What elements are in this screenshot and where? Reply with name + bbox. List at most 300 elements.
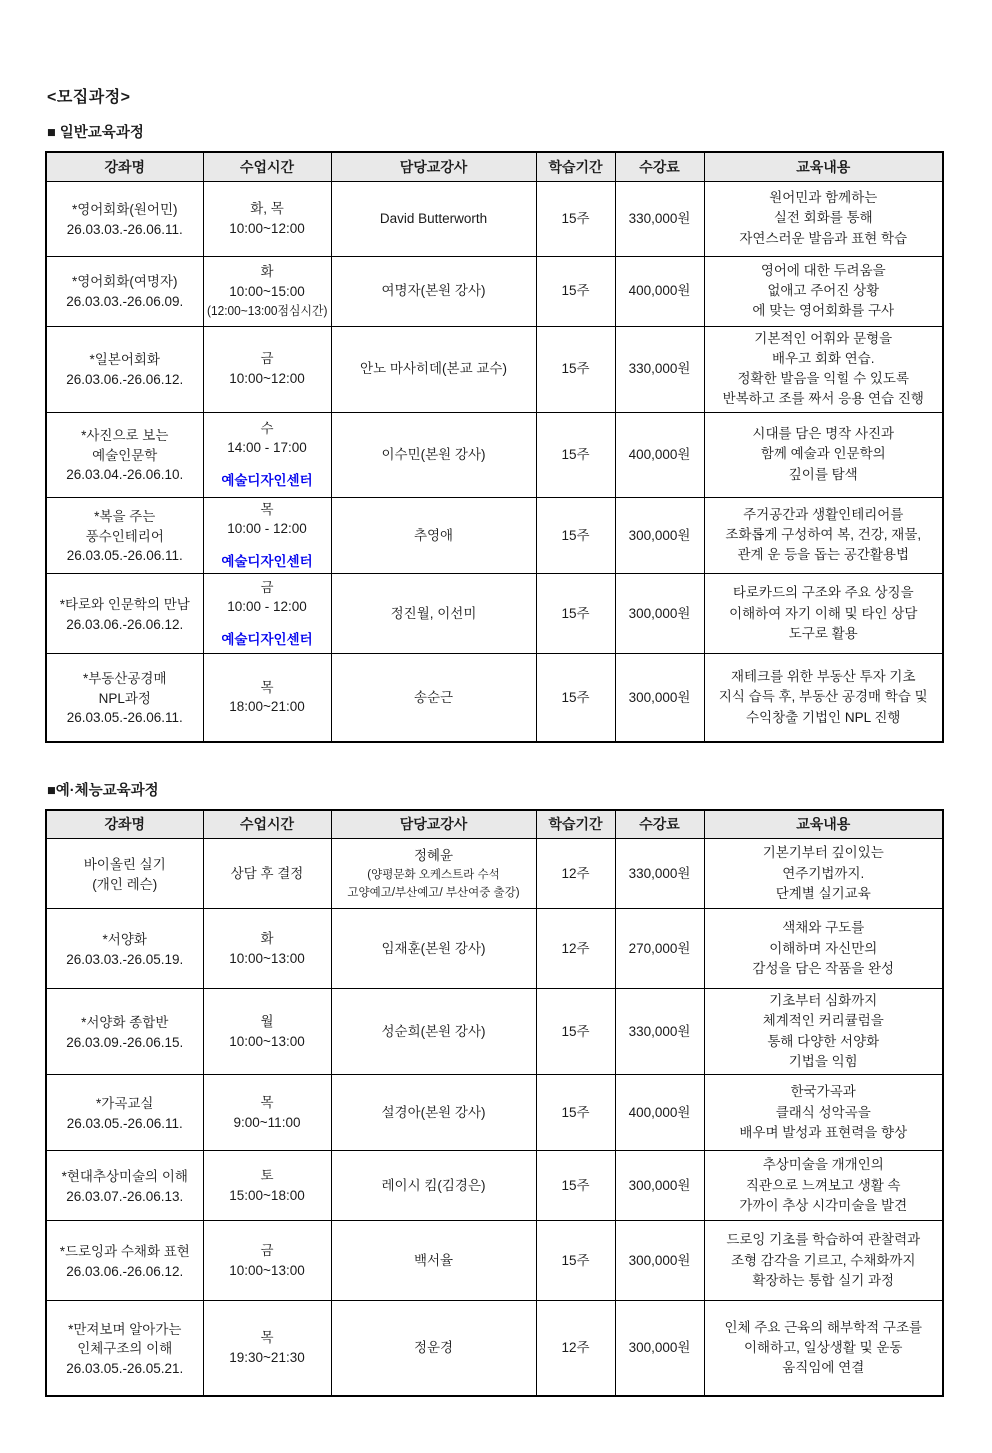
content-line-row [769,188,877,208]
course-date-text: 26.03.09.-26.06.15. [66,1034,184,1050]
class-time-text: 목 [260,501,274,517]
fee-cell [615,574,704,654]
course-name-wrap [50,1162,200,1209]
course-name [72,200,178,220]
teacher-text: 성순희(본원 강사) [381,1023,486,1039]
teacher-wrap [335,688,533,708]
class-location [221,552,312,572]
content-text: 주거공간과 생활인테리어를 [743,506,904,522]
course-name-cell [46,1075,203,1151]
content-wrap [708,843,940,904]
course-date-text: 26.03.05.-26.06.11. [66,1115,183,1131]
content-text: 확장하는 통합 실기 과정 [752,1272,895,1288]
class-time-wrap [207,419,328,491]
teacher-line [381,1176,485,1196]
class-time-line [260,1241,273,1261]
class-time-cell [203,1221,331,1301]
teacher-wrap [335,359,533,379]
class-time-text: 금 [260,351,274,367]
course-date [67,220,183,240]
fee-text: 300,000원 [628,1177,691,1193]
content-wrap [708,991,940,1072]
period-text: 15주 [561,446,590,462]
table-row [46,1151,943,1221]
fee-text: 300,000원 [628,527,691,543]
period-cell [536,989,615,1075]
teacher-text: 송순근 [413,689,454,705]
content-cell [704,326,943,412]
content-text: 단계별 실기교육 [775,885,871,901]
course-table-section [45,121,947,743]
class-time-text: 10:00 - 12:00 [227,521,307,537]
course-date [66,1033,183,1053]
content-line-row [767,1032,879,1052]
period-cell [536,256,615,326]
content-line-row [769,939,877,959]
teacher-line [347,883,519,901]
course-name [60,1242,190,1262]
content-text: 기본기부터 깊이있는 [762,845,884,861]
table-row [46,839,943,909]
table-row [46,412,943,497]
tables-root [45,121,947,1397]
course-name-line [60,595,190,615]
teacher-line [360,359,507,379]
period-text: 15주 [561,1177,590,1193]
table-row [46,989,943,1075]
teacher-wrap [335,526,533,546]
teacher-wrap [335,1251,533,1271]
course-name-text: (개인 레슨) [92,876,158,892]
course-name [68,1320,181,1359]
course-date [66,292,183,312]
class-time-line [260,1328,273,1348]
fee-text: 400,000원 [628,283,691,299]
teacher-line [381,445,485,465]
content-cell [704,909,943,989]
content-line-row [738,369,910,389]
class-time-cell [203,989,331,1075]
course-name-line [81,446,168,466]
content-text: 도구로 활용 [788,625,858,641]
teacher-wrap [335,846,533,902]
course-name-wrap [50,502,200,569]
course-name-cell [46,1151,203,1221]
table-row [46,909,943,989]
content-text: 통해 다양한 서양화 [767,1033,880,1049]
course-name-text: *영어회화(여명자) [71,274,178,290]
teacher-cell [331,909,536,989]
table-row [46,1301,943,1396]
class-time-text: 상담 후 결정 [230,865,304,881]
teacher-wrap [335,1176,533,1196]
content-cell [704,412,943,497]
class-time-line [260,1166,273,1186]
teacher-cell [331,1075,536,1151]
period-cell [536,1221,615,1301]
column-header [704,152,943,181]
course-name-text: 인체구조의 이해 [77,1341,173,1357]
column-header [331,152,536,181]
class-time-line [229,1348,304,1368]
content-line-row [752,301,894,321]
course-name-line [60,1242,190,1262]
content-text: 클래식 성악곡을 [775,1104,871,1120]
class-time-text: 10:00 - 12:00 [227,599,307,615]
course-name-text: 풍수인테리어 [85,528,164,544]
course-date [66,950,183,970]
teacher-cell [331,574,536,654]
course-name-line [68,1320,181,1340]
teacher-wrap [335,1022,533,1042]
content-line-row [782,1358,864,1378]
course-name-line [96,1094,153,1114]
class-location-text: 예술디자인센터 [221,553,313,569]
class-time-text: 10:00~13:00 [229,1033,305,1049]
column-header [46,152,203,181]
content-cell [704,1075,943,1151]
course-name [81,1013,168,1033]
teacher-line [414,526,453,546]
content-text: 재테크를 위한 부동산 투자 기초 [730,669,916,685]
class-time-wrap [207,1012,328,1051]
content-text: 함께 예술과 인문학의 [760,446,886,462]
page-title: <모집과정> [47,89,131,106]
content-cell [704,1301,943,1396]
fee-cell [615,1151,704,1221]
content-text: 추상미술을 개개인의 [762,1157,884,1173]
course-date [66,1262,183,1282]
teacher-text: 임재훈(본원 강사) [381,940,486,956]
fee-text: 330,000원 [628,1023,691,1039]
class-time-wrap [207,678,328,717]
course-date [67,546,183,566]
table-row [46,574,943,654]
content-text: 정확한 발음을 익힐 수 있도록 [737,371,909,386]
period-text: 15주 [561,1023,590,1039]
content-line-row [729,604,917,624]
class-time-text: 목 [260,1095,274,1111]
course-name-line [68,1339,181,1359]
class-time-wrap [207,929,328,968]
course-name [86,507,164,546]
course-date [66,1187,183,1207]
teacher-line [414,1251,453,1271]
column-header-label: 교육내용 [796,816,851,833]
class-time-line [260,678,273,698]
content-text: 조화롭게 구성하여 복, 건강, 재물, [725,527,922,543]
class-time-wrap [207,578,328,650]
fee-cell [615,909,704,989]
course-date-text: 26.03.06.-26.06.12. [66,616,184,632]
content-text: 기법을 익힘 [788,1053,858,1069]
section-heading: ■ 일반교육과정 [47,125,144,141]
column-header-label: 담당교강사 [399,158,468,175]
column-header [203,810,331,839]
fee-text: 300,000원 [628,689,691,705]
content-text: 인체 주요 근육의 해부학적 구조를 [724,1319,923,1335]
course-name-wrap [50,267,200,314]
teacher-line [367,865,499,883]
content-text: 없애고 주어진 상황 [767,282,880,298]
content-line-row [724,1318,922,1338]
content-cell [704,989,943,1075]
table-row [46,1075,943,1151]
content-wrap [708,667,940,728]
course-name-text: *타로와 인문학의 만남 [59,597,190,613]
column-header-label: 교육내용 [796,158,851,175]
content-line-row [782,918,864,938]
teacher-text: 여명자(본원 강사) [381,283,486,299]
content-line-row [767,281,879,301]
class-time-wrap [207,1328,328,1367]
course-name-line [103,930,147,950]
course-name [84,855,166,894]
period-cell [536,1075,615,1151]
class-time-cell [203,497,331,574]
class-time-cell [203,326,331,412]
course-name [83,669,167,708]
course-name-wrap [50,925,200,972]
course-date-text: 26.03.03.-26.06.09. [66,294,184,309]
class-time-text: 목 [260,679,274,695]
course-name-wrap [50,1008,200,1055]
class-time-text: 금 [260,579,274,595]
period-text: 12주 [561,1340,590,1356]
fee-cell [615,497,704,574]
course-name-wrap [50,1315,200,1382]
course-name-cell [46,412,203,497]
teacher-cell [331,839,536,909]
course-name-cell [46,909,203,989]
course-name [72,272,178,292]
content-text: 수익창출 기법인 NPL 진행 [746,709,901,725]
content-text: 이해하며 자신만의 [769,940,878,956]
teacher-text: David Butterworth [379,210,488,226]
course-name-text: *가곡교실 [96,1096,154,1112]
class-time-cell [203,412,331,497]
class-time-line [229,1032,304,1052]
course-name [96,1094,153,1114]
content-text: 드로잉 기초를 학습하여 관찰력과 [726,1232,921,1248]
course-date [67,1114,183,1134]
content-text: 배우고 회화 연습. [771,350,875,366]
class-time-wrap [207,1093,328,1132]
teacher-cell [331,654,536,742]
course-name-line [83,669,167,689]
content-cell [704,839,943,909]
teacher-cell [331,1221,536,1301]
content-wrap [708,1082,940,1143]
class-location [221,471,312,491]
teacher-text: 설경아(본원 강사) [381,1104,486,1120]
class-time-text: 9:00~11:00 [233,1114,301,1130]
course-date-text: 26.03.06.-26.06.12. [66,1263,184,1279]
class-time-line [229,949,304,969]
table-row [46,181,943,256]
content-line-row [769,991,877,1011]
teacher-text: (양평문화 오케스트라 수석 [367,869,500,882]
fee-text: 400,000원 [628,1104,691,1120]
course-name-wrap [50,664,200,731]
teacher-line [380,209,487,229]
period-cell [536,326,615,412]
course-name-wrap [50,421,200,488]
period-text: 15주 [561,283,590,299]
content-cell [704,1221,943,1301]
course-table [45,809,944,1397]
class-time-cell [203,1075,331,1151]
content-text: 이해하여 자기 이해 및 타인 상담 [729,605,918,621]
teacher-line [381,939,485,959]
content-line-row [772,349,875,369]
content-wrap [708,505,940,566]
class-time-cell [203,909,331,989]
class-time-wrap [207,1241,328,1280]
class-time-text: 금 [260,1243,274,1259]
period-cell [536,1151,615,1221]
class-time-cell [203,1301,331,1396]
fee-cell [615,412,704,497]
teacher-text: 이수민(본원 강사) [381,446,486,462]
teacher-text: 추영애 [413,527,454,543]
content-line-row [739,1196,907,1216]
course-name-cell [46,654,203,742]
column-header [536,152,615,181]
content-line-row [746,1176,901,1196]
course-date [66,615,183,635]
course-name-cell [46,1301,203,1396]
content-line-row [789,1052,858,1072]
class-time-line [231,864,304,884]
content-wrap [708,424,940,485]
content-line-row [726,1230,920,1250]
course-name-line [81,426,168,446]
table-row [46,326,943,412]
content-line-row [739,229,907,249]
content-text: 영어에 대한 두려움을 [760,262,886,278]
content-line-row [743,505,903,525]
content-wrap [708,329,940,410]
content-wrap [708,188,940,249]
teacher-text: 백서율 [413,1252,454,1268]
column-header-label: 수강료 [639,158,680,175]
content-line-row [746,708,900,728]
content-text: 실전 회화를 통해 [773,210,873,226]
content-line-row [725,525,921,545]
table-row [46,654,943,742]
section-heading: ■예·체능교육과정 [47,782,159,799]
course-name-line [72,272,178,292]
course-table-section [45,779,947,1397]
content-wrap [708,1155,940,1216]
period-cell [536,1301,615,1396]
content-line-row [763,1155,884,1175]
class-location-text: 예술디자인센터 [221,631,313,647]
class-time-wrap [207,349,328,388]
class-time-cell [203,1151,331,1221]
class-time-line [229,219,304,239]
class-time-line [229,1261,304,1281]
class-time-line [260,262,273,282]
course-name-wrap [50,195,200,242]
period-cell [536,574,615,654]
teacher-line [414,688,453,708]
class-location [221,630,312,650]
course-name-text: 예술인문학 [92,447,158,463]
teacher-text: 고양예고/부산예고/ 부산여중 출강) [347,887,520,900]
content-line-row [752,959,894,979]
fee-cell [615,181,704,256]
teacher-cell [331,256,536,326]
class-time-wrap [207,864,328,884]
course-name-line [83,689,167,709]
class-time-line [260,929,273,949]
content-line-row [752,424,894,444]
period-text: 15주 [561,689,590,705]
content-line-row [723,389,924,409]
class-time-note [204,302,331,320]
class-time-text: 10:00~13:00 [229,1262,305,1278]
class-time-text: 19:30~21:30 [229,1349,305,1365]
column-header [331,810,536,839]
class-time-cell [203,839,331,909]
class-time-line [227,519,307,539]
class-time-cell [203,574,331,654]
column-header [615,810,704,839]
teacher-line [381,1103,485,1123]
content-line-row [731,667,916,687]
content-line-row [754,329,892,349]
class-time-line [260,419,273,439]
class-time-cell [203,256,331,326]
fee-text: 270,000원 [628,940,691,956]
course-name-cell [46,497,203,574]
period-cell [536,654,615,742]
teacher-cell [331,412,536,497]
column-header-label: 학습기간 [548,158,603,175]
course-name-wrap [50,345,200,392]
content-line-row [776,1103,871,1123]
course-name-text: *일본어회화 [89,352,160,368]
content-line-row [789,465,858,485]
course-name-text: NPL과정 [98,690,151,706]
content-line-row [791,1082,856,1102]
teacher-wrap [335,939,533,959]
period-text: 15주 [561,527,590,543]
teacher-cell [331,1151,536,1221]
column-header [203,152,331,181]
teacher-text: 정혜윤 [413,847,454,863]
teacher-wrap [335,1338,533,1358]
column-header [46,810,203,839]
course-name-cell [46,256,203,326]
fee-cell [615,1301,704,1396]
content-cell [704,1151,943,1221]
course-name-text: *서양화 종합반 [81,1015,169,1031]
content-line-row [744,1338,902,1358]
course-name-text: *만져보며 알아가는 [68,1321,182,1337]
class-time-wrap [207,1166,328,1205]
content-line-row [776,884,871,904]
class-time-line [260,500,273,520]
column-header-label: 강좌명 [104,816,146,833]
content-text: 연주기법까지. [782,865,865,881]
content-line-row [733,583,914,603]
period-cell [536,909,615,989]
class-time-text: 15:00~18:00 [229,1187,305,1203]
class-time-line [234,1113,301,1133]
